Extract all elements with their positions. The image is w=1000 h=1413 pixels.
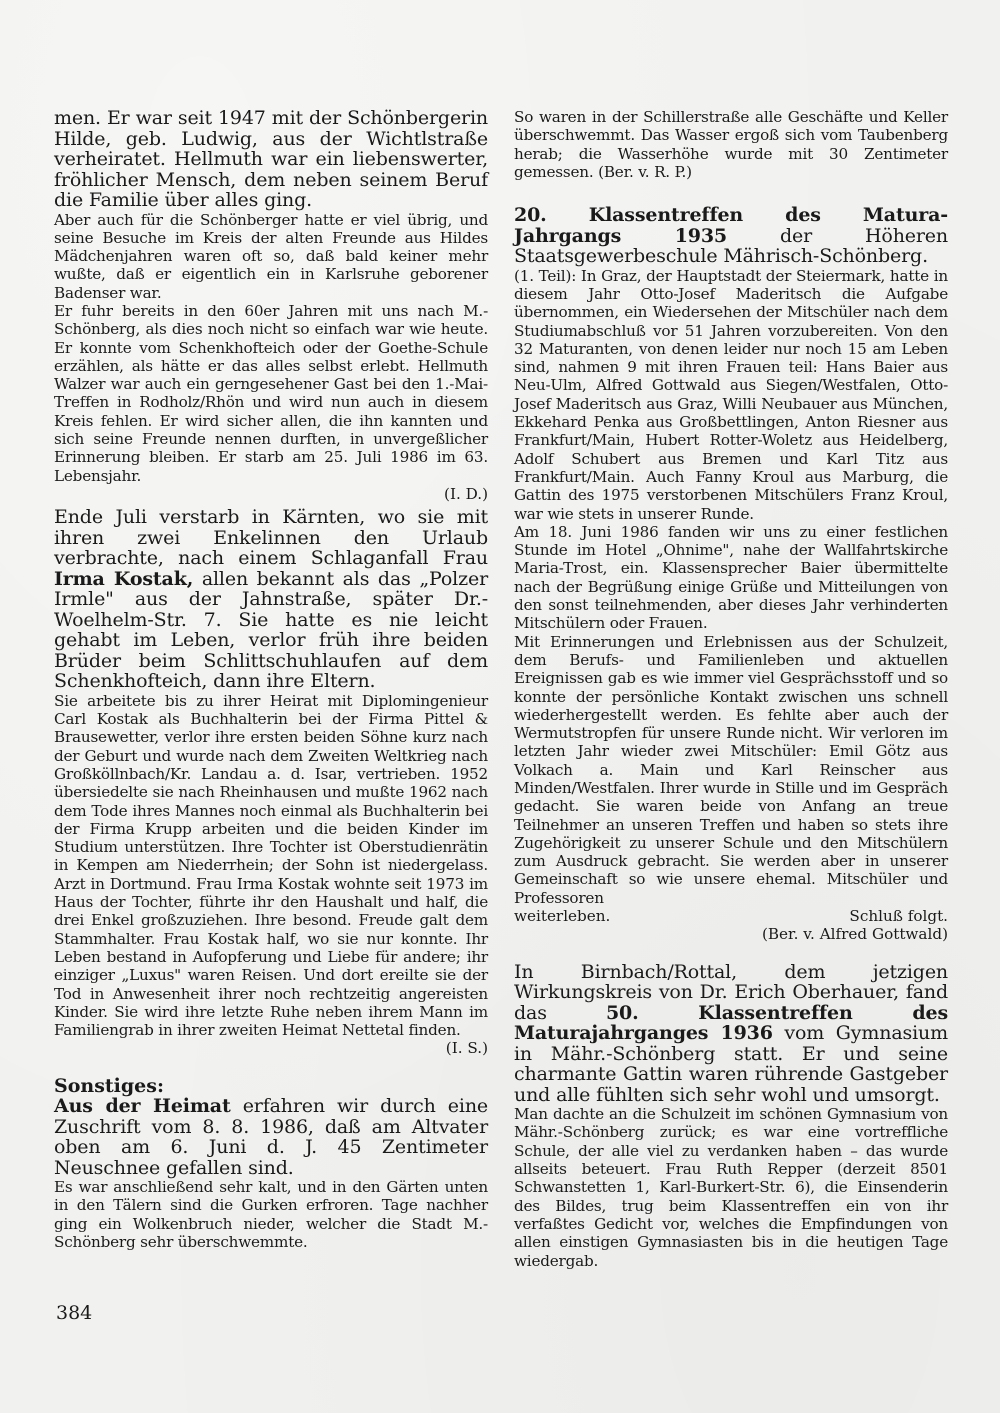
klassentreffen-1935-paragraph-2: Am 18. Juni 1986 fanden wir uns zu einer festlichen Stunde im Hotel „Ohnime", nahe der Wallfahrtskirche Maria-Trost, ein. Klassensprecher Baier übermittelte nach der Begrüßung einige Grüße und Mitteilungen von den sonst teilnehmenden, aber dieses Jahr verhinderten Mitschülern oder Frauen. xyxy=(514,522,948,633)
klassentreffen-1936-intro-pre: In Birnbach/Rottal, dem jetzigen Wirkungskreis von Dr. Erich Oberhauer, fand das xyxy=(514,960,948,1024)
obituary-kostak-intro-post: allen bekannt als das „Polzer Irmle" aus der Jahnstraße, später Dr.-Woelhelm-Str. 7. Sie hatte es nie leicht gehabt im Leben, verlor früh ihre beiden Brüder beim Schlittschuhlaufen auf dem Schenkhofteich, dann ihre Eltern. xyxy=(54,567,488,693)
author-signature-id: (I. D.) xyxy=(444,484,488,503)
obituary-walzer-intro: men. Er war seit 1947 mit der Schönbergerin Hilde, geb. Ludwig, aus der Wichtlstraße verheiratet. Hellmuth war ein liebenswerter, fröhlicher Mensch, dem neben seinem Beruf die Familie über alles ging. xyxy=(54,107,488,211)
klassentreffen-1935-heading xyxy=(514,205,948,267)
heimat-news-intro xyxy=(54,1096,488,1178)
klassentreffen-1935-paragraph-3: Mit Erinnerungen und Erlebnissen aus der Schulzeit, dem Berufs- und Familienleben und aktuellen Ereignissen gab es wie immer viel Gesprächsstoff und so konnte der persönliche Kontakt zwischen uns schnell wiederhergestellt werden. Es fehlte aber auch der Wermutstropfen für unsere Runde nicht. Wir verloren im letzten Jahr wieder zwei Mitschüler: Emil Götz aus Volkach a. Main und Karl Reinscher aus Minden/Westfalen. Ihrer wurde in Stille und im Gespräch gedacht. Sie waren beide von Anfang an treue Teilnehmer an unseren Treffen und haben so stets ihre Zugehörigkeit zu unserer Schule und den Mitschülern zum Ausdruck gebracht. Sie werden aber in unserer Gemeinschaft so wie unsere ehemal. Mitschüler und Professoren xyxy=(514,632,948,907)
page-number: 384 xyxy=(56,1302,93,1324)
obituary-kostak-intro xyxy=(54,507,488,692)
continued-note: Schluß folgt. xyxy=(849,907,948,926)
klassentreffen-1936-intro-post: vom Gymnasium in Mähr.-Schönberg statt. Er und seine charmante Gattin waren rührende Gastgeber und alle fühlten sich sehr wohl und umsorgt. xyxy=(514,1022,948,1106)
right-column xyxy=(514,108,948,1270)
obituary-walzer-paragraph-3: Er fuhr bereits in den 60er Jahren mit uns nach M.-Schönberg, als dies noch nicht so einfach war wie heute. Er konnte vom Schenkhofteich oder der Goethe-Schule erzählen, als hätte er das alles selbst erlebt. Hellmuth Walzer war auch ein gerngesehener Gast bei den 1.-Mai-Treffen in Rodholz/Rhön und wird nun auch in diesem Kreis fehlen. Er wird sicher allen, die ihn kannten und sich seine Freunde nennen durften, in unvergeßlicher Erinnerung bleiben. Er starb am 25. Juli 1986 im 63. Lebensjahr. xyxy=(54,301,488,485)
obituary-kostak-intro-pre: Ende Juli verstarb in Kärnten, wo sie mit ihren zwei Enkelinnen den Urlaub verbrachte, nach einem Schlaganfall Frau xyxy=(54,506,488,570)
obituary-kostak-body: Sie arbeitete bis zu ihrer Heirat mit Diplomingenieur Carl Kostak als Buchhalterin bei der Firma Pittel & Brausewetter, verlor ihre ersten beiden Söhne kurz nach der Geburt und wurde nach dem Zweiten Weltkrieg nach Großköllnbach/Kr. Landau a. d. Isar, vertrieben. 1952 übersiedelte sie nach Rheinhausen und mußte 1962 nach dem Tode ihres Mannes noch einmal als Buchhalterin bei der Firma Krupp arbeiten und die beiden Kinder im Studium unterstützen. Ihre Tochter ist Oberstudienrätin in Kempen am Niederrhein; der Sohn ist niedergelass. Arzt in Dortmund. Frau Irma Kostak wohnte seit 1973 im Haus der Tochter, führte ihr den Haushalt und half, die drei Enkel großzuziehen. Ihre besond. Freude galt dem Stammhalter. Frau Kostak half, wo sie nur konnte. Ihr Leben bestand in Aufopferung und Liebe für andere; ihr einziger „Luxus" waren Reisen. Und dort ereilte sie der Tod in Anwesenheit ihrer noch rechtzeitig angereisten Kinder. Sie wird ihre letzte Ruhe neben ihrem Mann im Familiengrab in ihrer zweiten Heimat Nettetal finden. xyxy=(54,691,488,1040)
heimat-news-intro-text: erfahren wir durch eine Zuschrift vom 8. 8. 1986, daß am Altvater oben am 6. Juni d. J. 45 Zentimeter Neuschnee gefallen sind. xyxy=(54,1095,488,1179)
heimat-news-continued: So waren in der Schillerstraße alle Geschäfte und Keller überschwemmt. Das Wasser ergoß sich vom Taubenberg herab; die Wasserhöhe wurde mit 30 Zentimeter gemessen. (Ber. v. R. P.) xyxy=(514,108,948,181)
klassentreffen-1936-title: 50. Klassentreffen des Maturajahrganges 1936 xyxy=(514,1001,948,1045)
paragraph-last-word: weiterleben. xyxy=(514,907,611,926)
heimat-news-body: Es war anschließend sehr kalt, und in den Gärten unten in den Tälern sind die Gurken erfroren. Tage nachher ging ein Wolkenbruch nieder, welcher die Stadt M.-Schönberg sehr überschwemmte. xyxy=(54,1178,488,1252)
obituary-kostak-name: Irma Kostak, xyxy=(54,567,194,590)
klassentreffen-1935-subtitle: der Höheren Staatsgewerbeschule Mährisch-Schönberg. xyxy=(514,224,948,268)
left-column xyxy=(54,108,488,1251)
author-signature-gottwald: (Ber. v. Alfred Gottwald) xyxy=(761,925,948,944)
klassentreffen-1935-paragraph-1: (1. Teil): In Graz, der Hauptstadt der Steiermark, hatte in diesem Jahr Otto-Josef Maderitsch die Aufgabe übernommen, ein Wiedersehen der Mitschüler nach dem Studiumabschluß vor 51 Jahren vorzubereiten. Von den 32 Maturanten, von denen leider nur noch 15 am Leben sind, nahmen 9 mit ihren Frauen teil: Hans Baier aus Neu-Ulm, Alfred Gottwald aus Siegen/Westfalen, Otto-Josef Maderitsch aus Graz, Willi Neubauer aus München, Ekkehard Penka aus Großbettlingen, Anton Riesner aus Frankfurt/Main, Hubert Rotter-Woletz aus Heidelberg, Adolf Schubert aus Bremen und Karl Titz aus Frankfurt/Main. Auch Fanny Kroul aus Marburg, die Gattin des 1975 verstorbenen Mitschülers Franz Kroul, war wie stets in unserer Runde. xyxy=(514,266,948,523)
klassentreffen-1936-intro xyxy=(514,962,948,1106)
klassentreffen-1935-title: 20. Klassentreffen des Matura-Jahrgangs 1935 xyxy=(514,204,948,247)
section-heading-sonstiges: Sonstiges: xyxy=(54,1074,164,1097)
obituary-walzer-paragraph-2: Aber auch für die Schönberger hatte er viel übrig, und seine Besuche im Kreis der alten Freunde aus Hildes Mädchenjahren waren oft so, daß bald keiner mehr wußte, daß er eigentlich ein in Karlsruhe geborener Badenser war. xyxy=(54,210,488,302)
klassentreffen-1936-body: Man dachte an die Schulzeit im schönen Gymnasium von Mähr.-Schönberg zurück; es war eine vortreffliche Schule, der alle viel zu verdanken haben – das wurde allseits beteuert. Frau Ruth Repper (derzeit 8501 Schwanstetten 1, Karl-Burkert-Str. 6), die Einsenderin des Bildes, trug beim Klassentreffen ein von ihr verfaßtes Gedicht vor, welches die Empfindungen von allen einstigen Gymnasiasten bis in die heutigen Tage wiedergab. xyxy=(514,1105,948,1270)
continued-line xyxy=(514,907,948,925)
author-signature-is: (I. S.) xyxy=(445,1039,488,1058)
heimat-news-title: Aus der Heimat xyxy=(54,1095,231,1118)
